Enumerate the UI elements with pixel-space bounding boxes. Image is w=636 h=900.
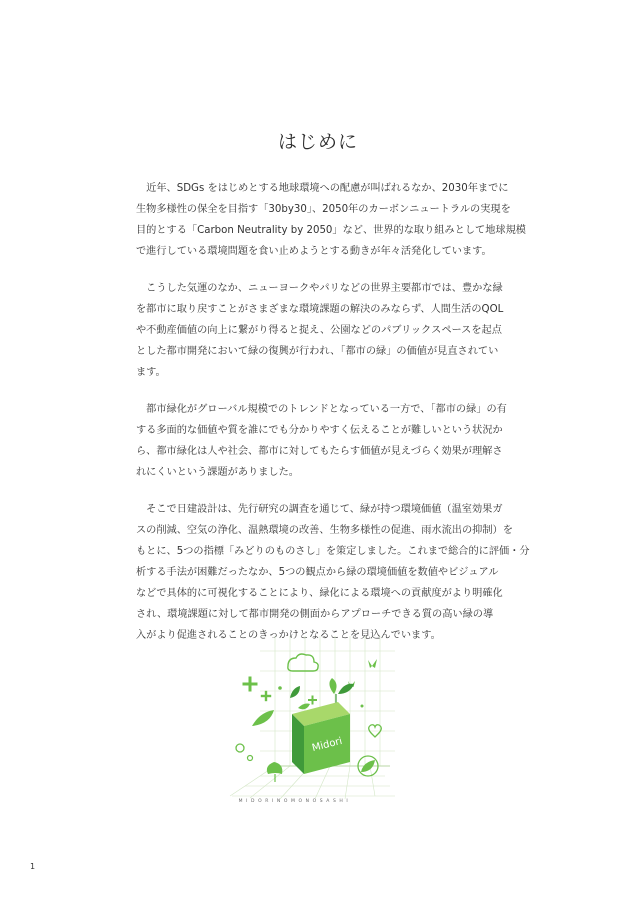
text-line: こうした気運のなか、ニューヨークやパリなどの世界主要都市では、豊かな緑: [136, 283, 503, 294]
butterfly-icon: [368, 659, 377, 668]
paragraph: [136, 399, 512, 483]
text-line: れにくいという課題がありました。: [136, 467, 299, 478]
ginkgo-icon: [267, 762, 282, 774]
leaf-icon: [290, 686, 300, 698]
text-line: され、環境課題に対して都市開発の側面からアプローチできる質の高い緑の導: [136, 609, 494, 620]
cube-label: Midori: [310, 735, 344, 754]
text-line: を都市に取り戻すことがさまざまな環境課題の解決のみならず、人間生活のQOL: [136, 304, 504, 315]
text-line: で進行している環境問題を食い止めようとする動きが年々活発化しています。: [136, 246, 492, 257]
page-number: 1: [30, 862, 36, 871]
text-line: 都市緑化がグローバル規模でのトレンドとなっている一方で、「都市の緑」の有: [136, 404, 507, 415]
cloud-icon: [288, 654, 318, 671]
text-line: ら、都市緑化は人や社会、都市に対してもたらす価値が見えづらく効果が理解さ: [136, 446, 503, 457]
text-line: 目的とする「Carbon Neutrality by 2050」など、世界的な取り組みとして地球規模: [136, 225, 526, 236]
text-line: もとに、5つの指標「みどりのものさし」を策定しました。これまで総合的に評価・分: [136, 546, 530, 557]
leaf-icon: [252, 710, 274, 726]
text-line: とした都市開発において緑の復興が行われ、「都市の緑」の価値が見直されてい: [136, 346, 499, 357]
paragraph: [136, 278, 512, 383]
paragraph: [136, 178, 526, 262]
plus-icon: [244, 678, 256, 690]
illustration-caption: MIDORINOMONOSASHI: [238, 799, 352, 804]
text-line: や不動産価値の向上に繋がり得ると捉え、公園などのパブリックスペースを起点: [136, 325, 502, 336]
text-line: 入がより促進されることのきっかけとなることを見込んでいます。: [136, 630, 441, 641]
text-line: 近年、SDGs をはじめとする地球環境への配慮が叫ばれるなか、2030年までに: [136, 183, 509, 194]
text-line: 生物多様性の保全を目指す「30by30」、2050年のカーボンニュートラルの実現を: [136, 204, 511, 215]
text-line: そこで日建設計は、先行研究の調査を通じて、緑が持つ環境価値（温室効果ガ: [136, 504, 503, 515]
text-line: 析する手法が困難だったなか、5つの観点から緑の環境価値を数値やビジュアル: [136, 567, 499, 578]
page-title: はじめに: [277, 130, 358, 153]
intro-body: [136, 178, 530, 662]
circle-icon: [278, 686, 282, 690]
circle-icon: [361, 705, 364, 708]
text-line: などで具体的に可視化することにより、緑化による環境への貢献度がより明確化: [136, 588, 503, 599]
text-line: スの削減、空気の浄化、温熱環境の改善、生物多様性の促進、雨水流出の抑制）を: [136, 525, 513, 536]
leaf-icon: [298, 704, 310, 710]
circle-icon: [248, 756, 253, 761]
text-line: する多面的な価値や質を誰にでも分かりやすく伝えることが難しいという状況か: [136, 425, 503, 436]
plus-icon: [309, 697, 316, 704]
text-line: ます。: [136, 367, 166, 378]
paragraph: [136, 499, 530, 646]
circle-icon: [236, 744, 244, 752]
midori-illustration: [220, 636, 420, 804]
plus-icon: [262, 692, 270, 700]
